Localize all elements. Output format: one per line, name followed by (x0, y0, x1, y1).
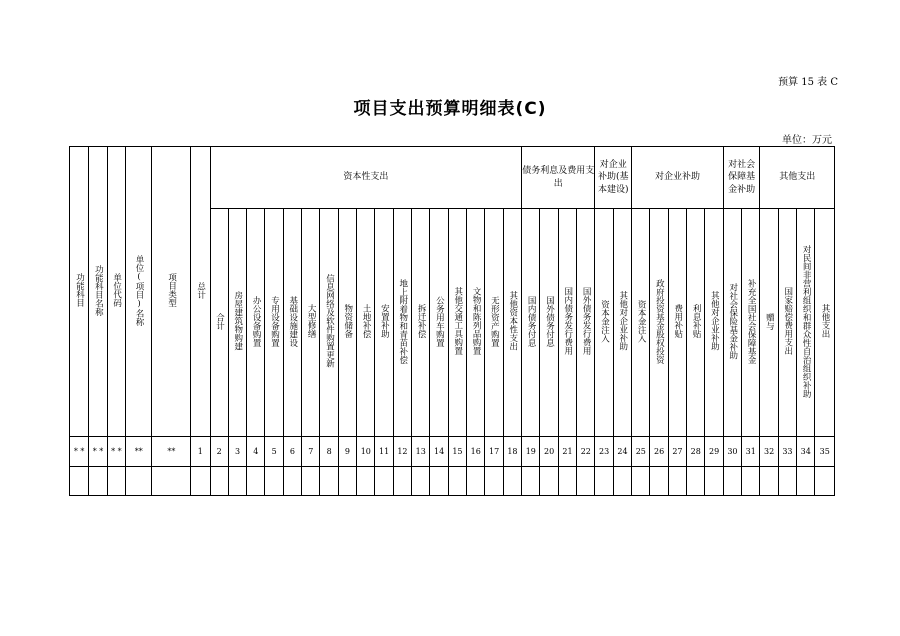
code-cell: 10 (357, 437, 375, 467)
col-unit-code: 单位代码 (107, 147, 125, 437)
sub-header: 利息补贴 (687, 209, 705, 437)
code-cell: 18 (503, 437, 521, 467)
sub-header: 赠与 (760, 209, 778, 437)
code-cell: 16 (467, 437, 485, 467)
form-code: 预算 15 表 C (778, 77, 838, 88)
sub-header: 国家赔偿费用支出 (778, 209, 796, 437)
sub-header: 信息网络及软件购置更新 (320, 209, 338, 437)
sub-header: 其他交通工具购置 (448, 209, 466, 437)
code-cell: 7 (302, 437, 320, 467)
code-cell: 6 (283, 437, 301, 467)
code-cell: 20 (540, 437, 558, 467)
sub-header: 国内债务付息 (522, 209, 540, 437)
sub-header: 办公设备购置 (247, 209, 265, 437)
group-enterprise-base: 对企业补助(基本建设) (595, 147, 632, 209)
sub-header: 文物和陈列品购置 (467, 209, 485, 437)
group-capital: 资本性支出 (210, 147, 522, 209)
code-cell: 21 (558, 437, 576, 467)
sub-header: 资本金注入 (632, 209, 650, 437)
code-cell: 13 (412, 437, 430, 467)
unit-label: 单位：万元 (782, 135, 832, 146)
code-cell: 5 (265, 437, 283, 467)
code-cell: 17 (485, 437, 503, 467)
code-cell: 3 (228, 437, 246, 467)
budget-table (69, 146, 835, 496)
col-unit-name: 单位(项目)名称 (126, 147, 152, 437)
code-cell: 26 (650, 437, 668, 467)
code-cell: 25 (632, 437, 650, 467)
sub-header: 其他支出 (815, 209, 835, 437)
page-title: 项目支出预算明细表(C) (353, 99, 547, 119)
code-cell: 31 (742, 437, 760, 467)
code-cell: 23 (595, 437, 613, 467)
sub-header: 国外债务付息 (540, 209, 558, 437)
code-cell: 24 (613, 437, 631, 467)
code-cell: * * (70, 437, 89, 467)
sub-header: 国外债务发行费用 (577, 209, 595, 437)
sub-header: 补充全国社会保障基金 (742, 209, 760, 437)
sub-header: 费用补贴 (668, 209, 686, 437)
sub-header: 国内债务发行费用 (558, 209, 576, 437)
sub-header: 对民间非营利组织和群众性自治组织补助 (797, 209, 815, 437)
code-cell: 29 (705, 437, 723, 467)
code-row (70, 437, 835, 467)
code-cell: 2 (210, 437, 228, 467)
col-func-subject: 功能科目 (70, 147, 89, 437)
code-cell: 9 (338, 437, 356, 467)
code-cell: 8 (320, 437, 338, 467)
code-cell: 1 (191, 437, 210, 467)
group-other: 其他支出 (760, 147, 835, 209)
group-social: 对社会保障基金补助 (723, 147, 760, 209)
sub-header: 其他对企业补助 (705, 209, 723, 437)
sub-header: 专用设备购置 (265, 209, 283, 437)
sub-header: 公务用车购置 (430, 209, 448, 437)
sub-header: 资本金注入 (595, 209, 613, 437)
sub-header: 房屋建筑物购建 (228, 209, 246, 437)
code-cell: 33 (778, 437, 796, 467)
code-cell: ** (126, 437, 152, 467)
sub-header: 其他对企业补助 (613, 209, 631, 437)
code-cell: 15 (448, 437, 466, 467)
code-cell: 19 (522, 437, 540, 467)
sub-header: 拆迁补偿 (412, 209, 430, 437)
sub-header: 地上附着物和青苗补偿 (393, 209, 411, 437)
code-cell: 28 (687, 437, 705, 467)
sub-header: 物资储备 (338, 209, 356, 437)
code-cell: 34 (797, 437, 815, 467)
group-debt: 债务利息及费用支出 (522, 147, 595, 209)
sub-header: 无形资产购置 (485, 209, 503, 437)
code-cell: ** (152, 437, 191, 467)
col-func-subject-name: 功能科目名称 (89, 147, 107, 437)
sub-header: 基础设施建设 (283, 209, 301, 437)
sub-header: 安置补助 (375, 209, 393, 437)
col-total: 总计 (191, 147, 210, 437)
sub-header: 政府投资基金股权投资 (650, 209, 668, 437)
code-cell: 27 (668, 437, 686, 467)
code-cell: 30 (723, 437, 741, 467)
code-cell: 12 (393, 437, 411, 467)
code-cell: 22 (577, 437, 595, 467)
code-cell: * * (107, 437, 125, 467)
sub-header: 土地补偿 (357, 209, 375, 437)
col-project-type: 项目类型 (152, 147, 191, 437)
sub-header: 对社会保险基金补助 (723, 209, 741, 437)
code-cell: 4 (247, 437, 265, 467)
code-cell: * * (89, 437, 107, 467)
data-row (70, 467, 835, 496)
code-cell: 11 (375, 437, 393, 467)
sub-header: 合计 (210, 209, 228, 437)
group-enterprise: 对企业补助 (632, 147, 724, 209)
sub-header: 大型修缮 (302, 209, 320, 437)
code-cell: 35 (815, 437, 835, 467)
sub-header: 其他资本性支出 (503, 209, 521, 437)
code-cell: 14 (430, 437, 448, 467)
code-cell: 32 (760, 437, 778, 467)
